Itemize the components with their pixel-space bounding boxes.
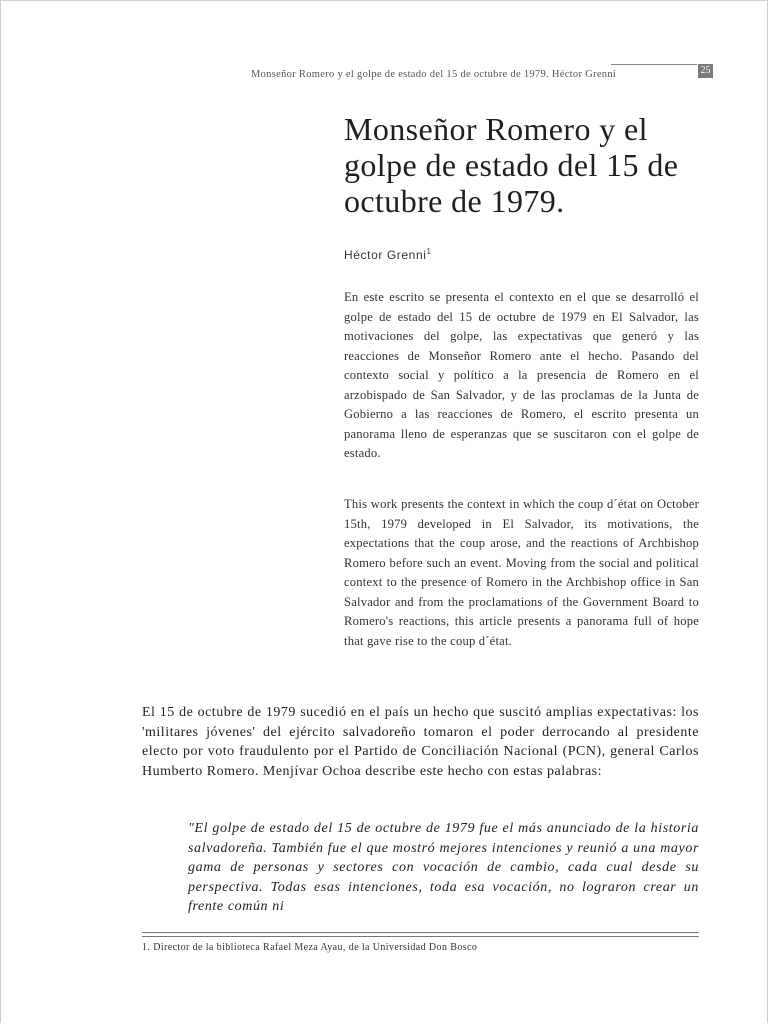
body-paragraph: El 15 de octubre de 1979 sucedió en el país un hecho que suscitó amplias expectativas: los 'militares jóvenes' del ejército salvadoreño tomaron el poder derrocando al presidente electo por voto fraudulento por el Partido de Conciliación Nacional (PCN), general Carlos Humberto Romero. Menjívar Ochoa describe este hecho con estas palabras: <box>142 705 699 779</box>
footnote-divider-secondary <box>142 936 699 937</box>
article-title: Monseñor Romero y el golpe de estado del 15 de octubre de 1979. <box>344 111 679 219</box>
author-footnote-marker: 1 <box>426 247 432 256</box>
block-quote: "El golpe de estado del 15 de octubre de 1979 fue el más anunciado de la historia salvadoreña. También fue el que mostró mejores intenciones y reunió a una mayor gama de personas y sectores con vocación de cambio, cada cual desde su perspectiva. Todas esas intenciones, toda esa vocación, no lograron crear un frente común ni <box>188 821 699 914</box>
running-header: Monseñor Romero y el golpe de estado del 15 de octubre de 1979. Héctor Grenni <box>251 69 617 80</box>
page-number: 25 <box>698 64 713 78</box>
footnote: 1. Director de la biblioteca Rafael Meza Ayau, de la Universidad Don Bosco <box>142 942 478 953</box>
author-name: Héctor Grenni <box>344 248 427 262</box>
header-rule <box>611 64 697 65</box>
abstract-spanish: En este escrito se presenta el contexto en el que se desarrolló el golpe de estado del 15 de octubre de 1979 en El Salvador, las motivaciones del golpe, las expectativas que generó y las reacciones de Monseñor Romero ante el hecho. Pasando del contexto social y político a la presencia de Romero en el arzobispado de San Salvador, y de las proclamas de la Junta de Gobierno a las reacciones de Romero, el escrito presenta un panorama lleno de esperanzas que se suscitaron con el golpe de estado. <box>344 290 699 460</box>
abstract-english: This work presents the context in which the coup d´état on October 15th, 1979 developed in El Salvador, its motivations, the expectations that the coup arose, and the reactions of Archbishop Romero before such an event. Moving from the social and political context to the presence of Romero in the Archbishop office in San Salvador and from the proclamations of the Government Board to Romero's reactions, this article presents a panorama full of hope that gave rise to the coup d´état. <box>344 497 699 648</box>
footnote-divider <box>142 932 699 933</box>
article-author <box>344 247 432 262</box>
